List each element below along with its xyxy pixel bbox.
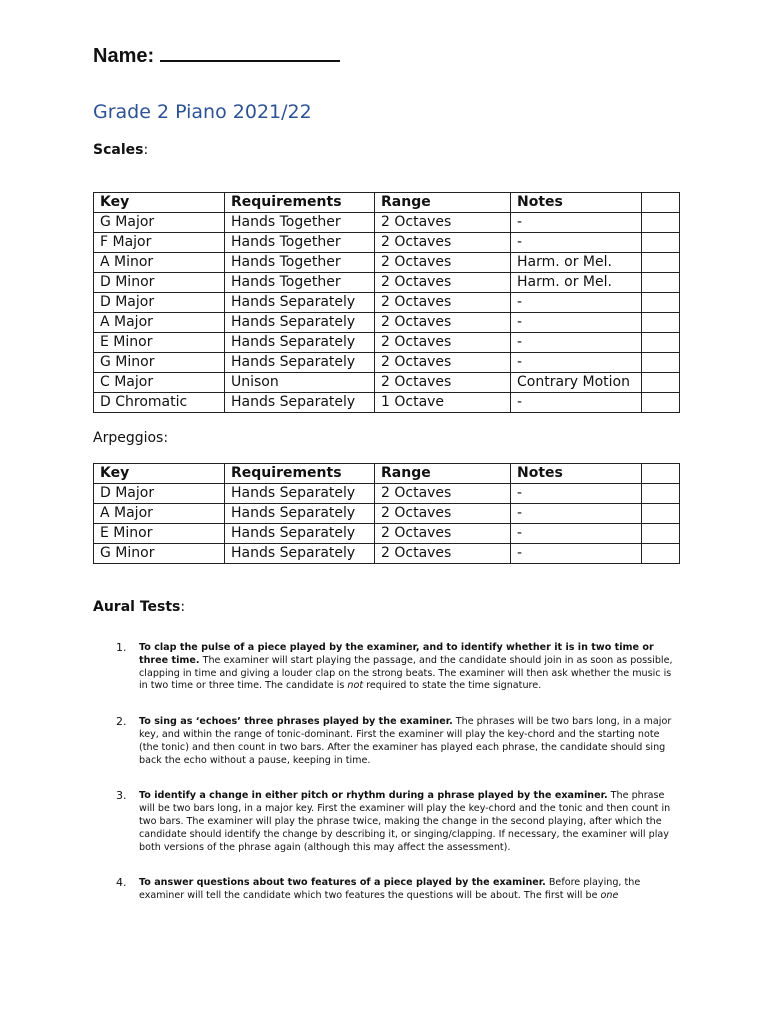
- table-cell: G Minor: [94, 353, 225, 373]
- table-cell: E Minor: [94, 524, 225, 544]
- column-header: Range: [375, 464, 511, 484]
- table-cell: A Major: [94, 313, 225, 333]
- table-cell: -: [511, 484, 642, 504]
- table-cell: [642, 293, 680, 313]
- column-header: [642, 193, 680, 213]
- scales-table: [93, 192, 680, 413]
- column-header: Notes: [511, 193, 642, 213]
- aural-test-number: 4.: [116, 876, 127, 890]
- table-cell: Contrary Motion: [511, 373, 642, 393]
- scales-body: [94, 213, 680, 413]
- table-cell: [642, 213, 680, 233]
- table-cell: Unison: [225, 373, 375, 393]
- table-cell: [642, 484, 680, 504]
- table-cell: -: [511, 524, 642, 544]
- aural-tests-heading-colon: :: [180, 599, 186, 615]
- table-cell: 2 Octaves: [375, 313, 511, 333]
- table-row: [94, 353, 680, 373]
- aural-test-text-end: required to state the time signature.: [363, 680, 542, 692]
- table-row: [94, 393, 680, 413]
- table-cell: 2 Octaves: [375, 544, 511, 564]
- aural-test-text: The phrase will be two bars long, in a major key. First the examiner will play the key-chord and the tonic and then count in two bars. The examiner will play the phrase twice, making the change in the second playing, after which the candidate should identify the change by describing it, or singing/clapping. If necessary, the examiner will play both versions of the phrase again (although this may affect the assessment).: [139, 790, 671, 853]
- table-row: [94, 293, 680, 313]
- table-cell: Hands Separately: [225, 393, 375, 413]
- table-cell: -: [511, 233, 642, 253]
- scales-header-row: [94, 193, 680, 213]
- table-cell: D Minor: [94, 273, 225, 293]
- table-cell: Hands Separately: [225, 524, 375, 544]
- table-cell: -: [511, 353, 642, 373]
- table-row: [94, 524, 680, 544]
- table-cell: Hands Separately: [225, 544, 375, 564]
- table-cell: Hands Together: [225, 273, 375, 293]
- table-cell: [642, 504, 680, 524]
- column-header: Requirements: [225, 464, 375, 484]
- column-header: [642, 464, 680, 484]
- aural-tests-list: [110, 642, 680, 903]
- table-cell: Hands Separately: [225, 333, 375, 353]
- column-header: Key: [94, 193, 225, 213]
- table-cell: Hands Together: [225, 213, 375, 233]
- table-cell: G Minor: [94, 544, 225, 564]
- table-cell: Hands Separately: [225, 504, 375, 524]
- table-cell: [642, 544, 680, 564]
- aural-test-number: 1.: [116, 641, 127, 654]
- aural-test-title: To sing as ‘echoes’ three phrases played by the examiner.: [139, 716, 453, 728]
- table-cell: -: [511, 213, 642, 233]
- aural-test-text: Before playing, the examiner will tell the candidate which two features the questions will be about. The first will be: [139, 877, 641, 902]
- table-cell: 2 Octaves: [375, 504, 511, 524]
- table-cell: [642, 393, 680, 413]
- table-cell: Hands Separately: [225, 353, 375, 373]
- table-cell: 2 Octaves: [375, 293, 511, 313]
- table-cell: [642, 233, 680, 253]
- aural-test-item: [110, 790, 680, 854]
- table-cell: [642, 524, 680, 544]
- table-cell: -: [511, 333, 642, 353]
- arpeggios-heading: Arpeggios:: [93, 430, 169, 446]
- table-row: [94, 373, 680, 393]
- table-cell: 2 Octaves: [375, 233, 511, 253]
- table-cell: 1 Octave: [375, 393, 511, 413]
- aural-test-number: 3.: [116, 789, 127, 803]
- arpeggios-header-row: [94, 464, 680, 484]
- table-cell: [642, 313, 680, 333]
- table-row: [94, 253, 680, 273]
- table-cell: A Minor: [94, 253, 225, 273]
- table-cell: Harm. or Mel.: [511, 273, 642, 293]
- aural-test-title: To identify a change in either pitch or rhythm during a phrase played by the examiner.: [139, 790, 608, 802]
- table-cell: C Major: [94, 373, 225, 393]
- column-header: Range: [375, 193, 511, 213]
- table-row: [94, 333, 680, 353]
- name-blank-line: [160, 42, 340, 62]
- aural-test-item: [110, 877, 680, 903]
- table-cell: 2 Octaves: [375, 353, 511, 373]
- table-cell: D Major: [94, 484, 225, 504]
- table-cell: Hands Together: [225, 233, 375, 253]
- scales-heading: [93, 142, 148, 158]
- arpeggios-table: [93, 463, 680, 564]
- table-cell: 2 Octaves: [375, 333, 511, 353]
- table-cell: A Major: [94, 504, 225, 524]
- table-cell: 2 Octaves: [375, 273, 511, 293]
- aural-tests-heading: [93, 599, 185, 615]
- document-title: Grade 2 Piano 2021/22: [93, 101, 312, 123]
- table-cell: Hands Separately: [225, 313, 375, 333]
- aural-test-item: [110, 642, 680, 693]
- table-cell: [642, 353, 680, 373]
- column-header: Notes: [511, 464, 642, 484]
- table-cell: Hands Separately: [225, 484, 375, 504]
- column-header: Key: [94, 464, 225, 484]
- aural-test-emphasis: not: [347, 680, 364, 692]
- name-label: Name:: [93, 45, 155, 67]
- name-field: [93, 42, 340, 68]
- table-row: [94, 544, 680, 564]
- table-row: [94, 504, 680, 524]
- table-cell: 2 Octaves: [375, 484, 511, 504]
- table-cell: F Major: [94, 233, 225, 253]
- table-cell: -: [511, 393, 642, 413]
- aural-test-text: The phrases will be two bars long, in a major key, and within the range of tonic-dominant. First the examiner will play the key-chord and the starting note (the tonic) and then count in two bars. After the examiner has played each phrase, the candidate should sing back the echo without a pause, keeping in time.: [139, 716, 672, 766]
- aural-tests-heading-text: Aural Tests: [93, 599, 181, 615]
- scales-heading-colon: :: [143, 142, 149, 158]
- table-cell: D Major: [94, 293, 225, 313]
- arpeggios-body: [94, 484, 680, 564]
- aural-test-title: To answer questions about two features of a piece played by the examiner.: [139, 877, 546, 889]
- column-header: Requirements: [225, 193, 375, 213]
- scales-heading-text: Scales: [93, 142, 144, 158]
- table-cell: 2 Octaves: [375, 213, 511, 233]
- table-cell: 2 Octaves: [375, 373, 511, 393]
- table-cell: D Chromatic: [94, 393, 225, 413]
- table-cell: 2 Octaves: [375, 524, 511, 544]
- table-cell: Hands Together: [225, 253, 375, 273]
- table-cell: E Minor: [94, 333, 225, 353]
- table-cell: [642, 333, 680, 353]
- table-cell: -: [511, 504, 642, 524]
- table-cell: [642, 373, 680, 393]
- table-cell: [642, 253, 680, 273]
- aural-test-text: The examiner will start playing the passage, and the candidate should join in as soon as possible, clapping in time and giving a louder clap on the strong beats. The examiner will then ask whether the music is in two time or three time. The candidate is: [139, 654, 673, 692]
- table-row: [94, 213, 680, 233]
- table-cell: [642, 273, 680, 293]
- table-row: [94, 484, 680, 504]
- table-row: [94, 273, 680, 293]
- aural-test-emphasis: one: [600, 890, 619, 902]
- table-row: [94, 233, 680, 253]
- aural-test-item: [110, 716, 680, 767]
- table-cell: -: [511, 544, 642, 564]
- aural-test-number: 2.: [116, 715, 127, 729]
- table-row: [94, 313, 680, 333]
- table-cell: Harm. or Mel.: [511, 253, 642, 273]
- table-cell: -: [511, 293, 642, 313]
- table-cell: Hands Separately: [225, 293, 375, 313]
- table-cell: 2 Octaves: [375, 253, 511, 273]
- table-cell: G Major: [94, 213, 225, 233]
- aural-test-title: To clap the pulse of a piece played by the examiner, and to identify whether it is in two time or three time.: [139, 642, 654, 666]
- table-cell: -: [511, 313, 642, 333]
